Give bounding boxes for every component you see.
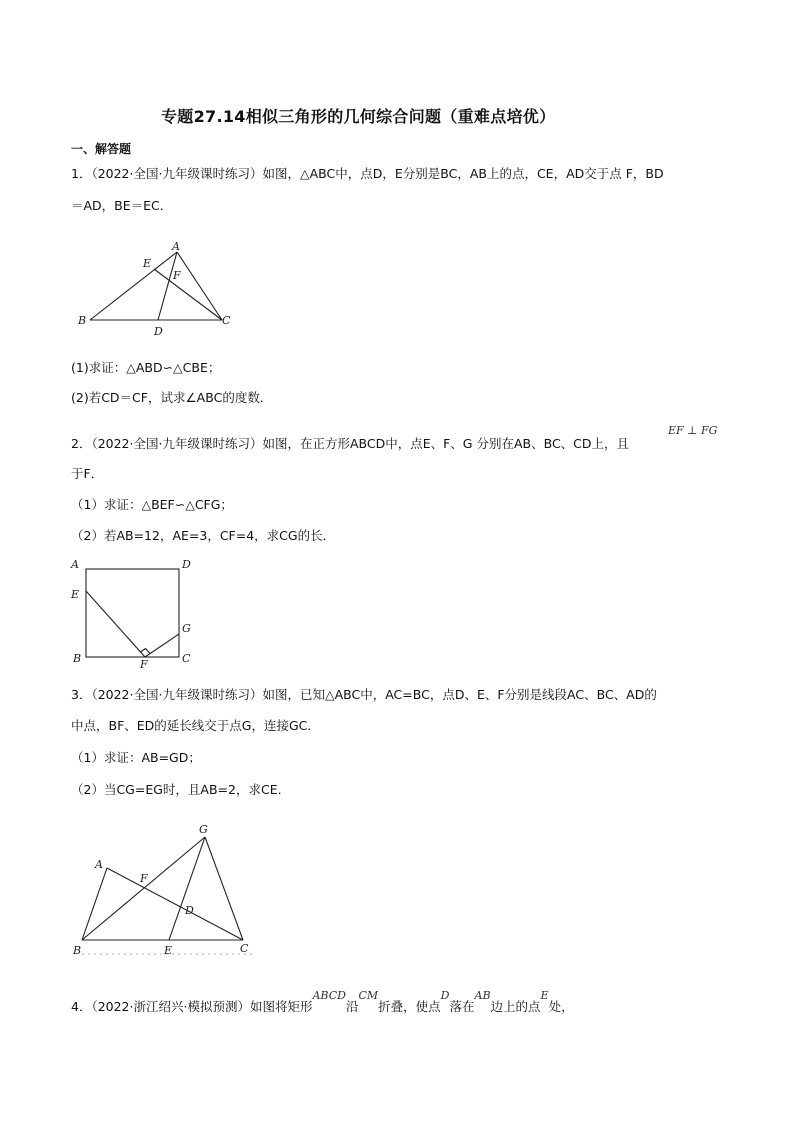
q4-text-2: 沿: [345, 999, 359, 1014]
q4-symbol-d: D: [440, 989, 450, 1002]
q2-segment-ef: [86, 591, 145, 657]
q3-line-1: 3．（2022·全国·九年级课时练习）如图，已知△ABC中，AC=BC，点D、E、F分别是线段AC、BC、AD的: [71, 687, 657, 702]
q4-text-6: 处，: [548, 999, 574, 1014]
q4-symbol-ab: AB: [474, 989, 491, 1002]
q1-line-1: 1．（2022·全国·九年级课时练习）如图，△ABC中，点D，E分别是BC，AB上的点，CE，AD交于点 F，BD: [71, 166, 664, 181]
q2-line-2: 于F．: [71, 466, 104, 481]
q2-label-d: D: [182, 558, 191, 571]
q1-line-2: ＝AD，BE＝EC．: [71, 198, 173, 213]
q4-text-3: 折叠，使点: [378, 999, 441, 1014]
q4-symbol-cm: CM: [358, 989, 379, 1002]
q3-label-f: F: [140, 872, 148, 885]
q3-label-a: A: [95, 858, 103, 871]
q1-segment-ba: [90, 252, 177, 320]
q2-label-e: E: [71, 588, 80, 601]
q2-part-2: （2）若AB=12，AE=3，CF=4，求CG的长．: [71, 528, 336, 543]
q1-label-c: C: [222, 314, 231, 327]
q2-formula: EF ⊥ FG: [668, 424, 718, 437]
q2-part-1: （1）求证：△BEF∽△CFG；: [71, 497, 233, 512]
q4-text-1: 4．（2022·浙江绍兴·模拟预测）如图将矩形: [71, 999, 313, 1014]
q4-line: [71, 989, 574, 1016]
q1-triangle-figure: [70, 232, 250, 342]
q3-segment-ac: [107, 868, 243, 940]
q1-label-f: F: [173, 269, 181, 282]
q3-line-2: 中点，BF、ED的延长线交于点G，连接GC．: [71, 718, 320, 733]
q1-label-d: D: [154, 325, 163, 338]
q1-part-1: (1)求证：△ABD∽△CBE；: [71, 360, 221, 375]
q3-segment-gc: [205, 837, 243, 940]
q3-part-1: （1）求证：AB=GD；: [71, 750, 201, 765]
q1-label-e: E: [143, 257, 152, 270]
q3-label-c: C: [240, 942, 249, 955]
q2-label-b: B: [73, 652, 82, 665]
q1-segment-ec: [154, 269, 222, 320]
section-heading: 一、解答题: [71, 142, 132, 156]
q4-symbol-abcd: ABCD: [312, 989, 346, 1002]
q2-label-g: G: [182, 622, 191, 635]
q1-part-2: (2)若CD＝CF，试求∠ABC的度数．: [71, 390, 273, 405]
q1-label-b: B: [78, 314, 87, 327]
q2-label-a: A: [71, 558, 79, 571]
q2-segment-fg: [145, 634, 179, 657]
page-title: 专题27.14相似三角形的几何综合问题（重难点培优）: [161, 107, 556, 126]
q4-symbol-e: E: [540, 989, 549, 1002]
q3-label-e: E: [164, 944, 173, 957]
q3-label-b: B: [73, 944, 82, 957]
q3-triangle-figure: [62, 816, 272, 962]
q2-label-c: C: [182, 652, 191, 665]
q1-label-a: A: [172, 240, 180, 253]
q4-text-5: 边上的点: [490, 999, 541, 1014]
q2-line-1: 2．（2022·全国·九年级课时练习）如图，在正方形ABCD中，点E、F、G 分别在AB、BC、CD上，且: [71, 436, 630, 451]
q2-square-figure: [66, 556, 206, 670]
q3-part-2: （2）当CG=EG时，且AB=2，求CE．: [71, 782, 291, 797]
q4-text-4: 落在: [449, 999, 475, 1014]
q3-label-g: G: [199, 823, 208, 836]
q3-label-d: D: [185, 904, 194, 917]
q2-label-f: F: [140, 658, 148, 670]
q1-segment-ac: [177, 252, 222, 320]
q1-segment-ad: [158, 252, 177, 320]
